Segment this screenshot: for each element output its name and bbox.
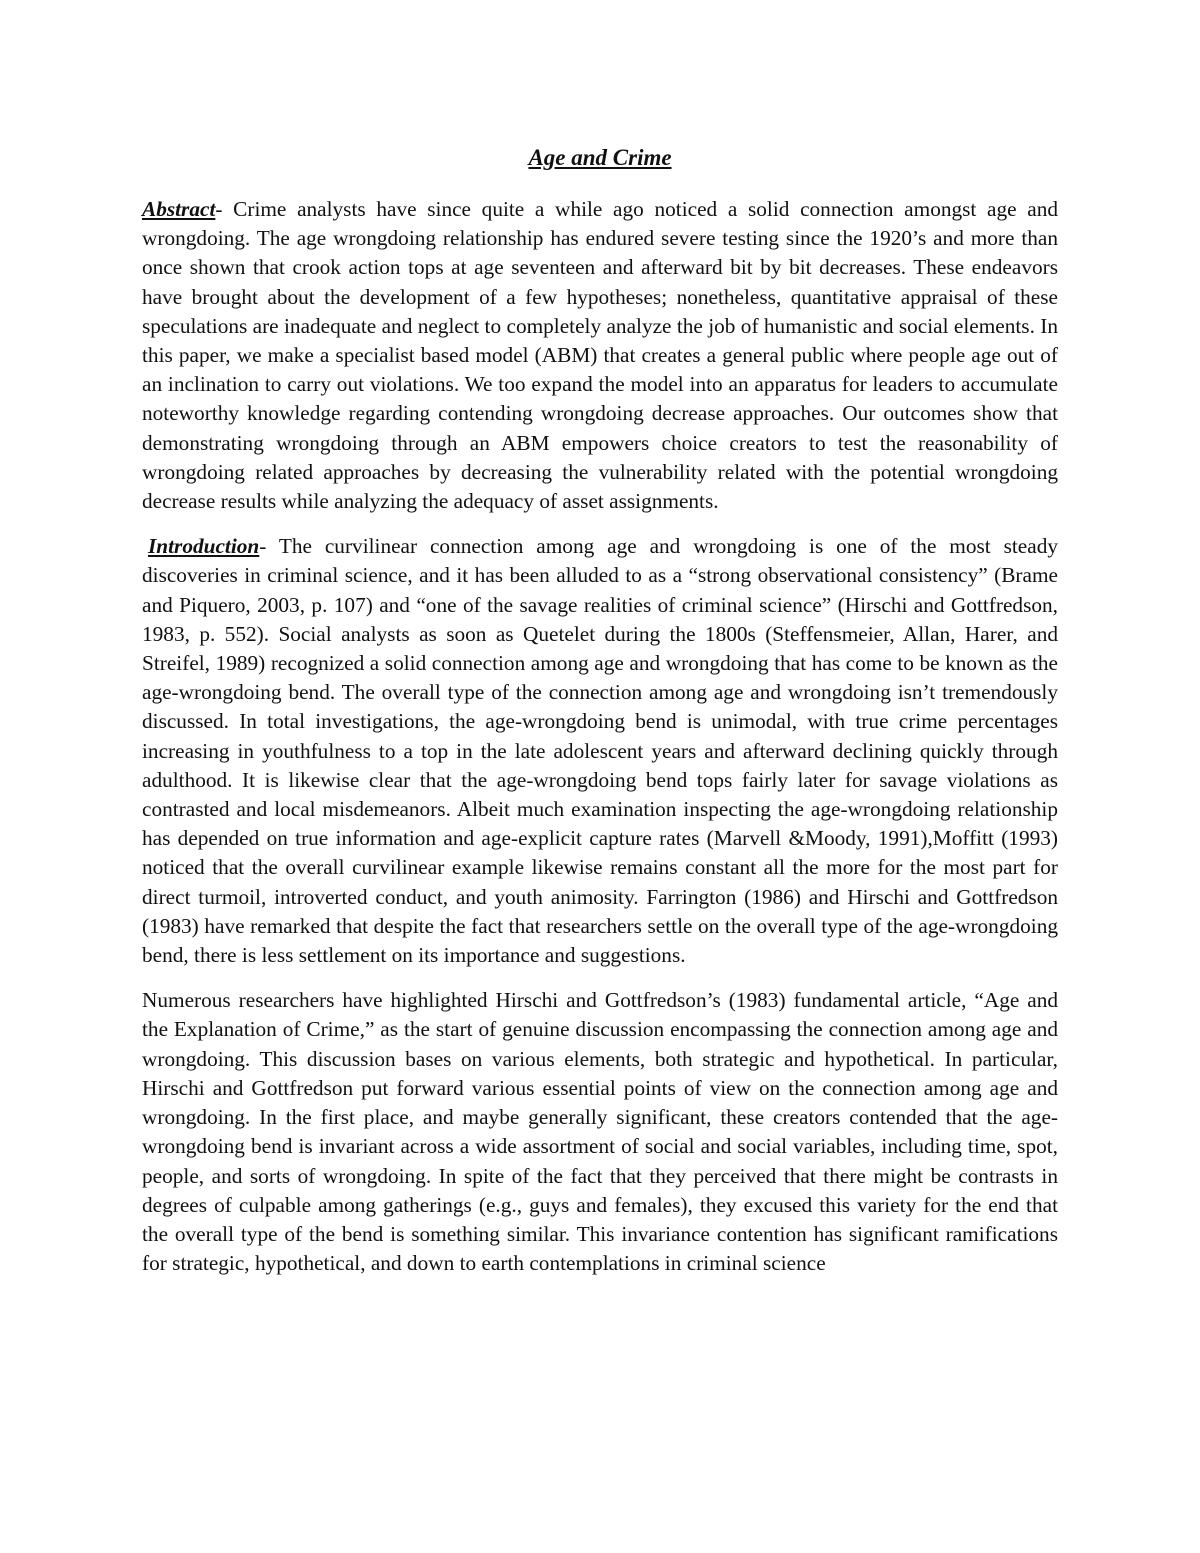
introduction-label: Introduction [148,534,260,559]
document-title: Age and Crime [528,145,672,170]
body-paragraph-3: Numerous researchers have highlighted Hirschi and Gottfredson’s (1983) fundamental article, “Age and the Explanation of Crime,” as the start of genuine discussion encompassing the connection among age and wrongdoing. This discussion bases on various elements, both strategic and hypothetical. In particular, Hirschi and Gottfredson put forward various essential points of view on the connection among age and wrongdoing. In the first place, and maybe generally significant, these creators contended that the age-wrongdoing bend is invariant across a wide assortment of social and social variables, including time, spot, people, and sorts of wrongdoing. In spite of the fact that they perceived that there might be contrasts in degrees of culpable among gatherings (e.g., guys and females), they excused this variety for the end that the overall type of the bend is something similar. This invariance contention has significant ramifications for strategic, hypothetical, and down to earth contemplations in criminal science [142,988,1058,1276]
abstract-separator: - [215,197,234,221]
abstract-paragraph [142,195,1058,516]
abstract-text: Crime analysts have since quite a while ago noticed a solid connection amongst age and wrongdoing. The age wrongdoing relationship has endured severe testing since the 1920’s and more than once shown that crook action tops at age seventeen and afterward bit by bit decreases. These endeavors have brought about the development of a few hypotheses; nonetheless, quantitative appraisal of these speculations are inadequate and neglect to completely analyze the job of humanistic and social elements. In this paper, we make a specialist based model (ABM) that creates a general public where people age out of an inclination to carry out violations. We too expand the model into an apparatus for leaders to accumulate noteworthy knowledge regarding contending wrongdoing decrease approaches. Our outcomes show that demonstrating wrongdoing through an ABM empowers choice creators to test the reasonability of wrongdoing related approaches by decreasing the vulnerability related with the potential wrongdoing decrease results while analyzing the adequacy of asset assignments. [142,197,1059,514]
introduction-separator: - [259,534,279,559]
abstract-label: Abstract [142,197,216,221]
document-body [142,143,1058,1294]
introduction-text: The curvilinear connection among age and wrongdoing is one of the most steady discoveries in criminal science, and it has been alluded to as a “strong observational consistency” (Brame and Piquero, 2003, p. 107) and “one of the savage realities of criminal science” (Hirschi and Gottfredson, 1983, p. 552). Social analysts as soon as Quetelet during the 1800s (Steffensmeier, Allan, Harer, and Streifel, 1989) recognized a solid connection among age and wrongdoing that has come to be known as the age-wrongdoing bend. The overall type of the connection among age and wrongdoing isn’t tremendously discussed. In total investigations, the age-wrongdoing bend is unimodal, with true crime percentages increasing in youthfulness to a top in the late adolescent years and afterward declining quickly through adulthood. It is likewise clear that the age-wrongdoing bend tops fairly later for savage violations as contrasted and local misdemeanors. Albeit much examination inspecting the age-wrongdoing relationship has depended on true information and age-explicit capture rates (Marvell &Moody, 1991),Moffitt (1993) noticed that the overall curvilinear example likewise remains constant all the more for the most part for direct turmoil, introverted conduct, and youth animosity. Farrington (1986) and Hirschi and Gottfredson (1983) have remarked that despite the fact that researchers settle on the overall type of the age-wrongdoing bend, there is less settlement on its importance and suggestions. [142,534,1058,968]
introduction-paragraph [142,532,1058,970]
